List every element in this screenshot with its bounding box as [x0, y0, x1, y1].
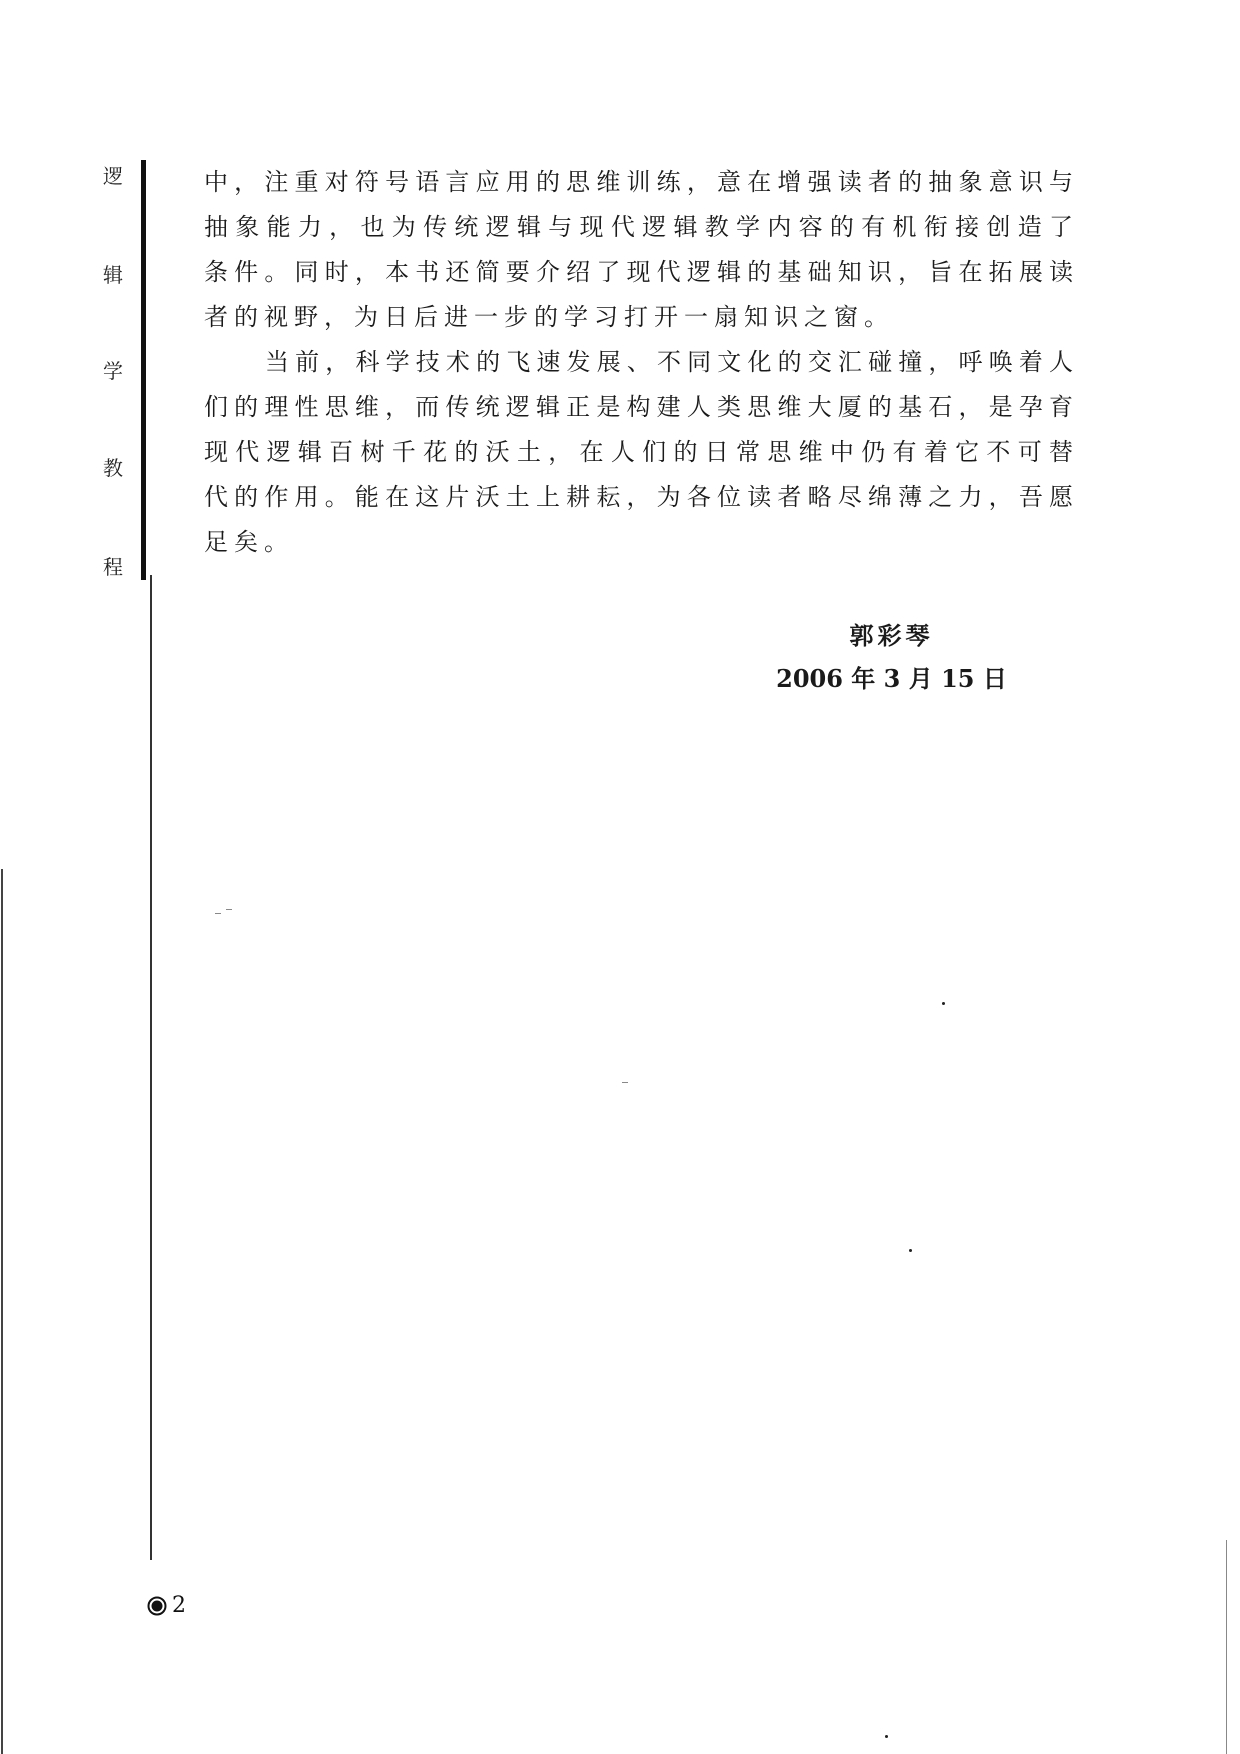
text-line: 条件。同时，本书还简要介绍了现代逻辑的基础知识，旨在拓展读	[204, 258, 1073, 286]
text-line: 现代逻辑百树千花的沃土，在人们的日常思维中仍有着它不可替	[204, 438, 1073, 466]
text-line: 中，注重对符号语言应用的思维训练，意在增强读者的抽象意识与	[204, 168, 1073, 196]
running-title-char: 辑	[103, 263, 123, 287]
running-title-char: 逻	[103, 164, 123, 188]
scan-speck	[622, 1082, 628, 1083]
scan-speck	[226, 909, 232, 910]
text-line: 足矣。	[204, 528, 294, 556]
signature-date: 2006 年 3 月 15 日	[776, 664, 1007, 693]
paragraph	[204, 340, 1073, 565]
signature-block	[776, 618, 1007, 697]
paragraph	[204, 160, 1073, 340]
body-text	[204, 160, 1073, 565]
scan-speck	[885, 1735, 888, 1738]
text-line: 代的作用。能在这片沃土上耕耘，为各位读者略尽绵薄之力，吾愿	[204, 483, 1073, 511]
page-number: 2	[172, 1593, 186, 1618]
text-line: 们的理性思维，而传统逻辑正是构建人类思维大厦的基石，是孕育	[204, 393, 1073, 421]
text-line: 者的视野，为日后进一步的学习打开一扇知识之窗。	[204, 303, 894, 331]
text-line: 当前，科学技术的飞速发展、不同文化的交汇碰撞，呼唤着人	[265, 348, 1073, 376]
margin-rule-line	[150, 575, 152, 1560]
bullet-circle-icon	[147, 1596, 167, 1616]
running-title-char: 教	[103, 456, 123, 480]
scan-edge-line	[1, 869, 3, 1754]
scan-speck	[942, 1002, 945, 1005]
text-line: 抽象能力，也为传统逻辑与现代逻辑教学内容的有机衔接创造了	[204, 213, 1073, 241]
author-name: 郭彩琴	[849, 621, 934, 650]
scan-speck	[215, 913, 221, 914]
scan-edge-line	[1226, 1540, 1227, 1754]
running-title-char: 学	[103, 359, 123, 383]
running-title-char: 程	[103, 555, 123, 579]
margin-thick-bar	[141, 160, 146, 580]
scan-speck	[909, 1249, 912, 1252]
